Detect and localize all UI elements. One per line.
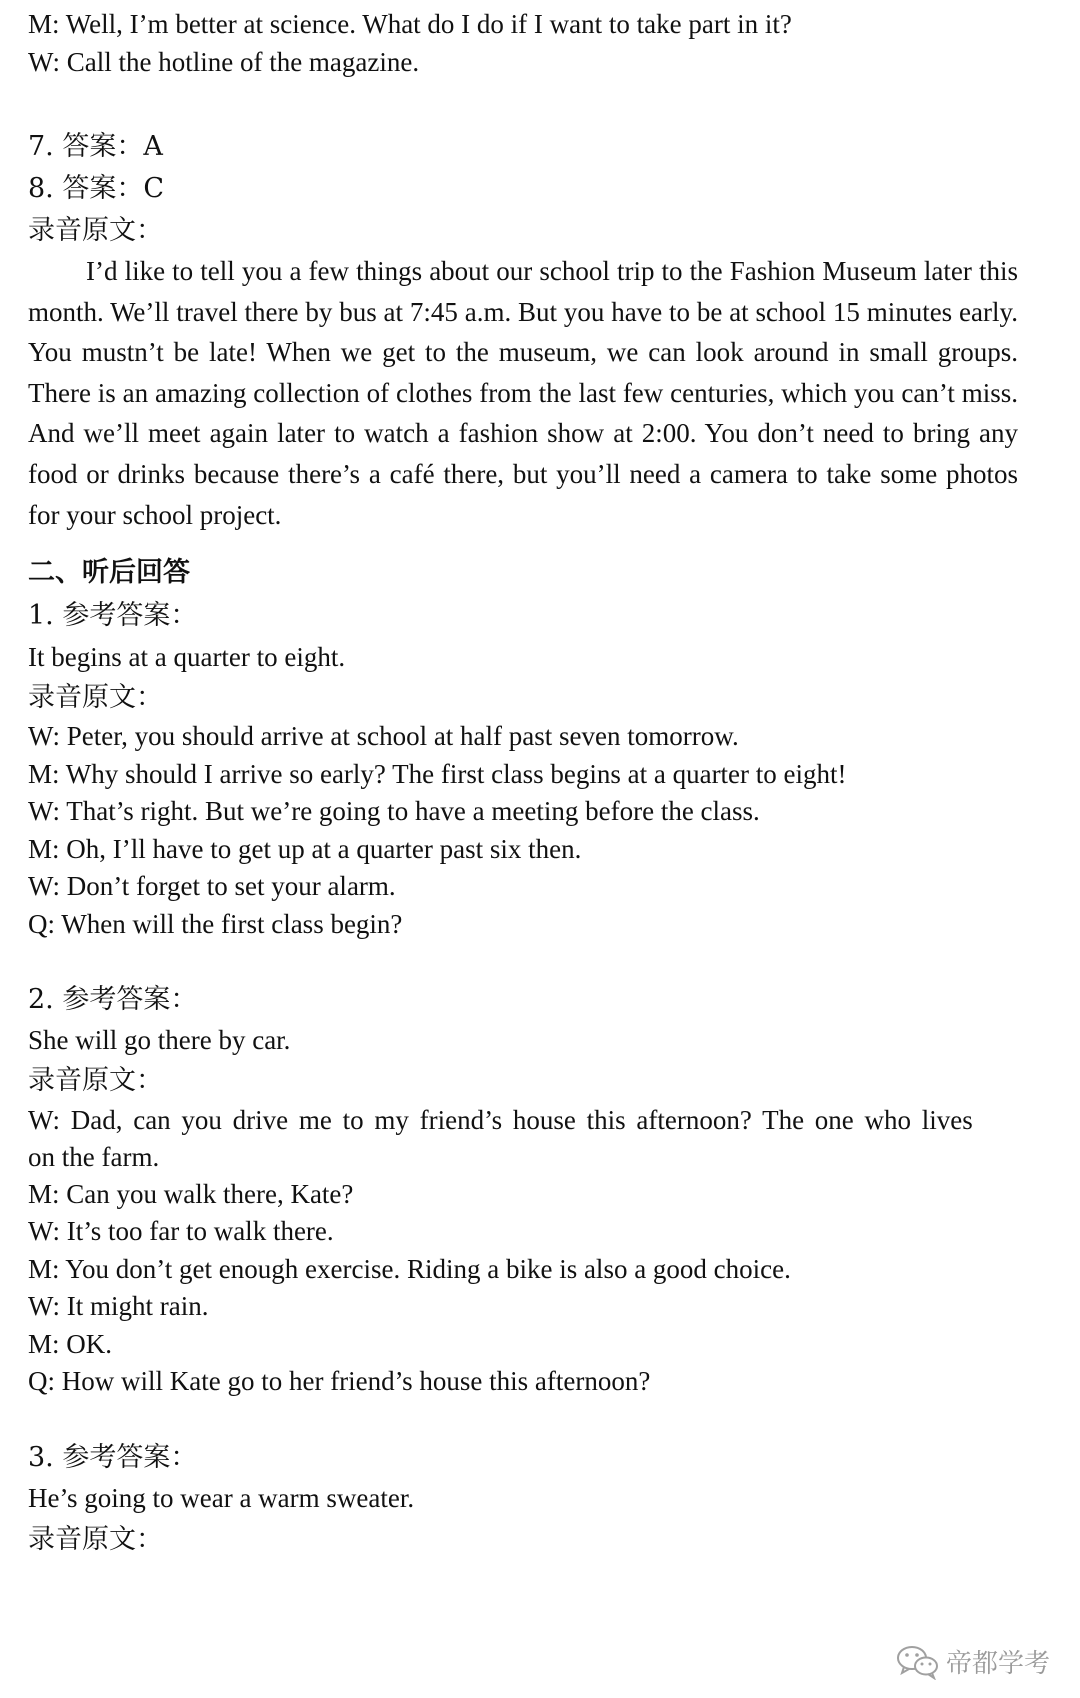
dialogue-line: M: Well, I’m better at science. What do I do if I want to take part in it? — [28, 9, 792, 39]
dialogue-line: M: Can you walk there, Kate? — [28, 1179, 354, 1209]
dialogue-question: Q: How will Kate go to her friend’s house this afternoon? — [28, 1366, 651, 1396]
dialogue-question: Q: When will the first class begin? — [28, 909, 403, 939]
dialogue-line: M: You don’t get enough exercise. Riding a bike is also a good choice. — [28, 1254, 791, 1284]
watermark-text: 帝都学考 — [945, 1649, 1050, 1679]
dialogue-line: M: Oh, I’ll have to get up at a quarter past six then. — [28, 834, 582, 864]
q1-label: 1. 参考答案： — [28, 600, 198, 631]
dialogue-line: W: That’s right. But we’re going to have a meeting before the class. — [28, 796, 760, 826]
dialogue-line: M: OK. — [28, 1329, 113, 1359]
dialogue-line: on the farm. — [28, 1142, 160, 1172]
q3-answer: He’s going to wear a warm sweater. — [28, 1483, 415, 1513]
dialogue-line — [28, 1103, 1018, 1137]
q2-answer: She will go there by car. — [28, 1025, 291, 1055]
dialogue-line: W: Peter, you should arrive at school at half past seven tomorrow. — [28, 721, 739, 751]
dialogue-line-text: W: Dad, can you drive me to my friend’s house this afternoon? The one who lives — [28, 1105, 973, 1135]
passage-text: I’d like to tell you a few things about our school trip to the Fashion Museum later this month. We’ll travel there by bus at 7:45 a.m. But you have to be at school 15 minutes early. You mustn’t be late! When we get to the museum, we can look around in small groups. There is an amazing collection of clothes from the last few centuries, which you can’t miss. And we’ll meet again later to watch a fashion show at 2:00. You don’t need to bring any food or drinks because there’s a café there, but you’ll need a camera to take some photos for your school project. — [28, 256, 1018, 530]
dialogue-line: W: Call the hotline of the magazine. — [28, 47, 420, 77]
answer-7: 7. 答案：A — [28, 131, 163, 162]
dialogue-line: M: Why should I arrive so early? The first class begins at a quarter to eight! — [28, 759, 847, 789]
section-heading: 二、听后回答 — [28, 557, 190, 588]
transcript-label: 录音原文： — [28, 215, 163, 246]
q2-transcript-label: 录音原文： — [28, 1065, 163, 1096]
answer-8: 8. 答案：C — [28, 173, 165, 204]
watermark — [896, 1643, 1050, 1680]
q3-label: 3. 参考答案： — [28, 1442, 198, 1473]
dialogue-line: W: It might rain. — [28, 1291, 209, 1321]
dialogue-line: W: Don’t forget to set your alarm. — [28, 871, 396, 901]
q1-transcript-label: 录音原文： — [28, 682, 163, 713]
transcript-passage — [28, 251, 1018, 535]
q3-transcript-label: 录音原文： — [28, 1524, 163, 1555]
q2-label: 2. 参考答案： — [28, 984, 198, 1015]
dialogue-line: W: It’s too far to walk there. — [28, 1216, 334, 1246]
wechat-icon — [896, 1644, 940, 1680]
q1-answer: It begins at a quarter to eight. — [28, 642, 346, 672]
